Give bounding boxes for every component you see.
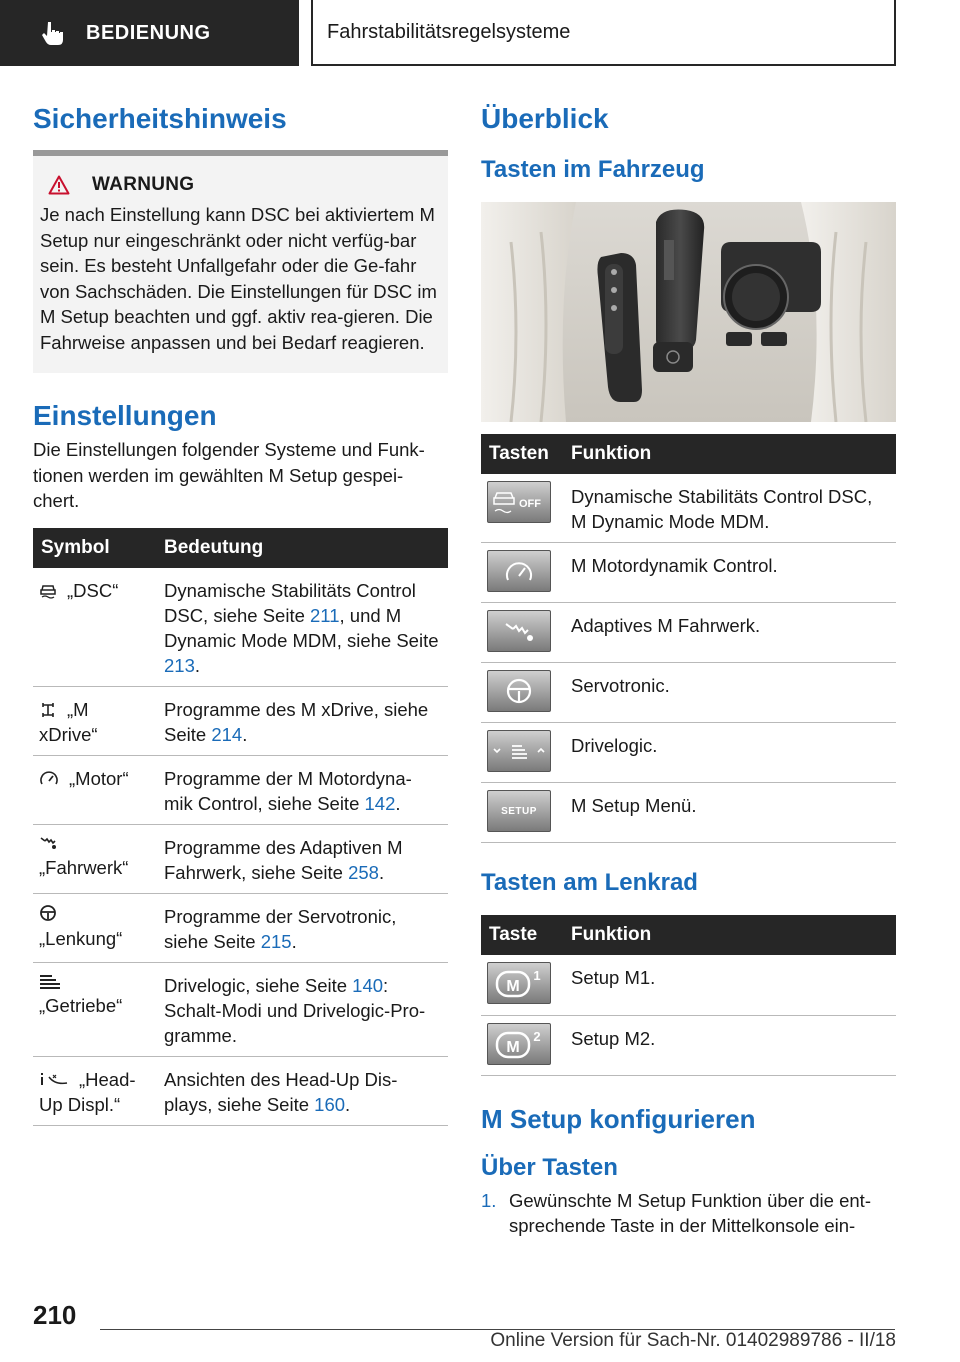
overview-heading: Überblick <box>481 103 609 134</box>
m2-button-image <box>487 1023 551 1065</box>
m1-button-icon <box>494 966 544 1000</box>
left-column <box>33 100 448 1126</box>
page-link[interactable]: 213 <box>164 654 195 676</box>
suspension-icon <box>502 618 536 644</box>
function-text: Servotronic. <box>563 663 896 723</box>
setup-button-image <box>487 790 551 832</box>
meaning-text: , und M Dynamic Mode MDM, siehe Seite <box>164 604 439 651</box>
table-row <box>481 543 896 603</box>
drivelogic-icon <box>490 739 548 763</box>
warning-label: WARNUNG <box>92 174 195 195</box>
hand-pointer-icon <box>40 20 66 46</box>
page-number: 210 <box>33 1300 77 1330</box>
meaning-text: . <box>345 1093 351 1115</box>
gearbox-icon <box>39 973 61 989</box>
servotronic-button-image <box>487 670 551 712</box>
dsc-off-button-image <box>487 481 551 523</box>
function-text: Dynamische Stabilitäts Control DSC, M Dynamic Mode MDM. <box>563 474 896 543</box>
function-column-header: Funktion <box>563 915 896 955</box>
dsc-icon <box>39 582 57 600</box>
suspension-icon <box>39 835 57 851</box>
settings-heading: Einstellungen <box>33 400 217 431</box>
svg-text:2: 2 <box>533 1028 541 1044</box>
engine-dynamics-icon <box>502 556 536 586</box>
page-link[interactable]: 142 <box>364 792 396 814</box>
table-row <box>481 474 896 543</box>
step-item <box>481 1188 896 1239</box>
suspension-button-image <box>487 610 551 652</box>
safety-heading: Sicherheitshinweis <box>33 103 287 134</box>
function-text: M Motordynamik Control. <box>563 543 896 603</box>
right-column <box>481 100 896 1239</box>
chapter-tab <box>311 0 896 66</box>
table-row <box>481 1015 896 1075</box>
meaning-column-header: Bedeutung <box>156 528 448 568</box>
meaning-text: Programme der M Motordyna-mik Control, siehe Seite <box>164 767 412 814</box>
page-link[interactable]: 215 <box>260 930 292 952</box>
engine-dynamics-button-image <box>487 550 551 592</box>
head-up-display-icon <box>39 1071 69 1089</box>
steering-wheel-icon <box>39 904 57 922</box>
table-row <box>33 686 448 755</box>
table-row <box>33 568 448 687</box>
button-column-header: Taste <box>481 915 563 955</box>
meaning-text: . <box>242 723 248 745</box>
table-row <box>33 962 448 1056</box>
function-text: Adaptives M Fahrwerk. <box>563 603 896 663</box>
symbol-label: „Fahrwerk“ <box>39 856 129 878</box>
meaning-text: Programme der Servotronic, siehe Seite <box>164 905 397 952</box>
symbol-label: „Head-Up Displ.“ <box>39 1068 136 1115</box>
page-link[interactable]: 214 <box>211 723 243 745</box>
function-column-header: Funktion <box>563 434 896 474</box>
svg-text:M: M <box>506 1038 520 1056</box>
symbol-label: „Getriebe“ <box>39 994 123 1016</box>
symbol-label: „M xDrive“ <box>39 698 98 745</box>
setup-button-icon: SETUP <box>501 805 537 817</box>
page-link[interactable]: 160 <box>314 1093 346 1115</box>
svg-text:1: 1 <box>533 968 541 983</box>
meaning-text: : Schalt-Modi und Drivelogic-Pro-gramme. <box>164 974 426 1046</box>
configure-heading: M Setup konfigurieren <box>481 1103 756 1134</box>
page-link[interactable]: 211 <box>310 604 340 626</box>
chapter-label: Fahrstabilitätsregelsysteme <box>327 20 571 43</box>
table-row <box>33 755 448 824</box>
meaning-text: . <box>194 654 201 676</box>
function-text: M Setup Menü. <box>563 783 896 843</box>
meaning-text: Ansichten des Head-Up Dis-plays, siehe Seite <box>164 1068 398 1115</box>
table-row <box>481 783 896 843</box>
m1-button-image <box>487 962 551 1004</box>
section-label: BEDIENUNG <box>86 21 211 44</box>
function-text: Setup M1. <box>563 955 896 1015</box>
drivelogic-button-image <box>487 730 551 772</box>
table-row <box>33 893 448 962</box>
vehicle-buttons-table <box>481 434 896 843</box>
page-header <box>0 0 960 66</box>
dsc-off-icon <box>491 486 547 518</box>
engine-gauge-icon <box>39 770 59 788</box>
section-tab <box>0 0 299 66</box>
step-text: Gewünschte M Setup Funktion über die ent-sprechende Taste in der Mittelkonsole ein- <box>509 1189 871 1236</box>
function-text: Setup M2. <box>563 1015 896 1075</box>
meaning-text: . <box>378 861 385 883</box>
meaning-text: Drivelogic, siehe Seite <box>164 974 353 996</box>
table-row <box>33 1056 448 1125</box>
symbol-column-header: Symbol <box>33 528 156 568</box>
meaning-text: Dynamische Stabilitäts Control DSC, siehe Seite <box>164 579 416 626</box>
svg-text:M: M <box>506 978 520 995</box>
steering-wheel-icon <box>504 676 534 706</box>
svg-text:OFF: OFF <box>519 498 541 510</box>
symbol-label: „Lenkung“ <box>39 927 123 949</box>
meaning-text: Programme des M xDrive, siehe Seite <box>164 698 429 745</box>
meaning-text: . <box>395 792 401 814</box>
table-row <box>481 955 896 1015</box>
meaning-text: Programme des Adaptiven M Fahrwerk, siehe Seite <box>164 836 403 883</box>
step-number: 1. <box>481 1189 497 1211</box>
symbol-label: „DSC“ <box>67 579 119 601</box>
page-link[interactable]: 258 <box>348 861 379 883</box>
table-row <box>481 603 896 663</box>
wheel-buttons-table <box>481 915 896 1076</box>
warning-triangle-icon <box>48 175 70 195</box>
online-version-text: Online Version für Sach-Nr. 01402989786 - II/18 <box>490 1330 896 1351</box>
table-row <box>481 723 896 783</box>
xdrive-icon <box>39 701 57 719</box>
warning-box <box>33 150 448 373</box>
warning-text: Je nach Einstellung kann DSC bei aktiviertem M Setup nur eingeschränkt oder nicht verfüg-bar sein. Es besteht Unfallgefahr oder die Ge-fahr von Sachschäden. Die Einstellungen für DSC im M Setup beachten und ggf. aktiv rea-gieren. Die Fahrweise anpassen und bei Bedarf reagieren. <box>40 204 437 353</box>
settings-text: Die Einstellungen folgender Systeme und Funk-tionen werden im gewählten M Setup gespei-chert. <box>33 439 425 511</box>
symbol-table <box>33 528 448 1126</box>
vehicle-buttons-heading: Tasten im Fahrzeug <box>481 156 705 183</box>
symbol-label: „Motor“ <box>69 767 129 789</box>
meaning-text: . <box>291 930 297 952</box>
wheel-buttons-heading: Tasten am Lenkrad <box>481 869 698 896</box>
via-buttons-heading: Über Tasten <box>481 1153 618 1181</box>
table-row <box>33 824 448 893</box>
table-row <box>481 663 896 723</box>
buttons-column-header: Tasten <box>481 434 563 474</box>
function-text: Drivelogic. <box>563 723 896 783</box>
m2-button-icon <box>494 1027 544 1061</box>
page-link[interactable]: 140 <box>352 974 384 996</box>
center-console-photo <box>481 202 896 422</box>
